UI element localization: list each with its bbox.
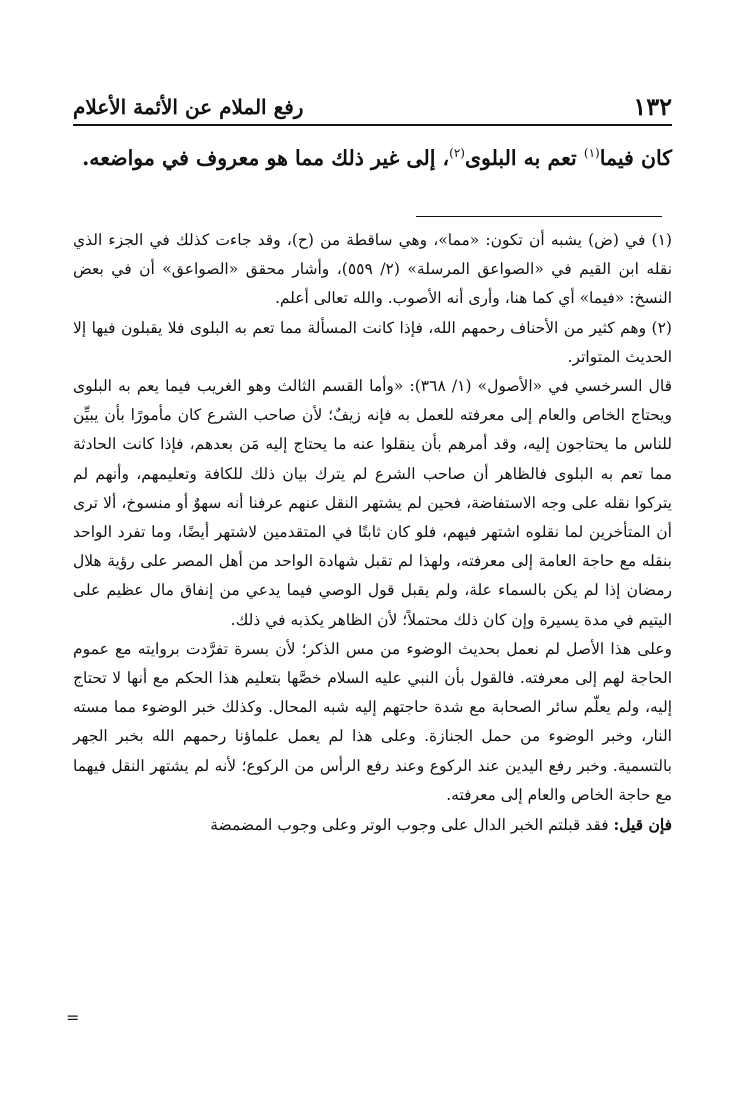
- footnote-1-number: (١): [651, 231, 672, 249]
- footnote-divider: [416, 216, 662, 217]
- footnote-ref-1[interactable]: (١): [583, 146, 600, 161]
- footnote-2-fain-paragraph: [73, 810, 672, 840]
- footnote-2-asl-paragraph: وعلى هذا الأصل لم نعمل بحديث الوضوء من مس الذكر؛ لأن بسرة تفرَّدت بروايته مع عموم الحاجة لهم إلى معرفته. فالقول بأن النبي عليه السلام خصَّها بتعليم هذا الحكم مع أنها لا تحتاج إليه، ولم يعلّم سائر الصحابة مع شدة حاجتهم إليه شبه المحال. وكذلك خبر الوضوء مما مسته النار، وخبر الوضوء من حمل الجنازة. وعلى هذا لم يعمل علماؤنا رحمهم الله بخبر الجهر بالتسمية. وخبر رفع اليدين عند الركوع وعند رفع الرأس من الركوع؛ لأنه لم يشتهر النقل فيهما مع حاجة الخاص والعام إلى معرفته.: [73, 639, 672, 804]
- footnote-2-sarakhsi-paragraph: قال السرخسي في «الأصول» (١/ ٣٦٨): «وأما القسم الثالث وهو الغريب فيما يعم به البلوى ويحتاج الخاص والعام إلى معرفته للعمل به فإنه زيفٌ؛ لأن صاحب الشرع كان مأمورًا بأن يبيِّن للناس ما يحتاجون إليه، وقد أمرهم بأن ينقلوا عنه ما يحتاج إليه مَن بعدهم، فإذا كانت الحادثة مما تعم به البلوى فالظاهر أن صاحب الشرع لم يترك بيان ذلك للكافة وتعليمهم، وأنهم لم يتركوا نقله على وجه الاستفاضة، فحين لم يشتهر النقل عنهم عرفنا أنه سهوٌ أو منسوخ، ألا ترى أن المتأخرين لما نقلوه اشتهر فيهم، فلو كان ثابتًا في المتقدمين لاشتهر أيضًا، وما تفرد الواحد بنقله مع حاجة العامة إلى معرفته، ولهذا لم تقبل شهادة الواحد من أهل المصر على رؤية هلال رمضان إذا لم يكن بالسماء علة، ولم يقبل قول الوصي فيما يدعي من إنفاق مال عظيم على اليتيم في مدة يسيرة وإن كان ذلك محتملاً؛ لأن الظاهر يكذبه في ذلك.: [73, 377, 672, 629]
- footnote-1-text: في (ض) يشبه أن تكون: «مما»، وهي ساقطة من (ح)، وقد جاءت كذلك في الجزء الذي نقله ابن القيم في «الصواعق المرسلة» (٢/ ٥٥٩)، وأشار محقق «الصواعق» أن في بعض النسخ: «فيما» أي كما هنا، وأرى أنه الأصوب. والله تعالى أعلم.: [73, 231, 673, 308]
- running-title: رفع الملام عن الأئمة الأعلام: [73, 95, 304, 119]
- fain-qila-text: فقد قبلتم الخبر الدال على وجوب الوتر وعلى وجوب المضمضة: [210, 816, 614, 835]
- main-text-part3: ، إلى غير ذلك مما هو معروف في مواضعه.: [82, 146, 450, 170]
- page-number: ١٣٢: [633, 92, 672, 121]
- continuation-mark: =: [66, 1008, 80, 1027]
- footnote-2-text: وهم كثير من الأحناف رحمهم الله، فإذا كانت المسألة مما تعم به البلوى فلا يقبلون فيها إلا الحديث المتواتر.: [73, 318, 672, 366]
- footnotes: [73, 226, 672, 840]
- fain-qila-lead: فإن قيل:: [613, 815, 672, 835]
- page-header: [73, 88, 672, 126]
- main-text-part1: كان فيما: [599, 146, 672, 170]
- footnote-2-number: (٢): [651, 318, 672, 337]
- footnote-2: [73, 314, 672, 372]
- main-text: [73, 138, 672, 178]
- footnote-1: [73, 226, 672, 314]
- main-text-part2: تعم به البلوى: [464, 146, 584, 170]
- footnote-ref-2[interactable]: (٢): [449, 146, 465, 161]
